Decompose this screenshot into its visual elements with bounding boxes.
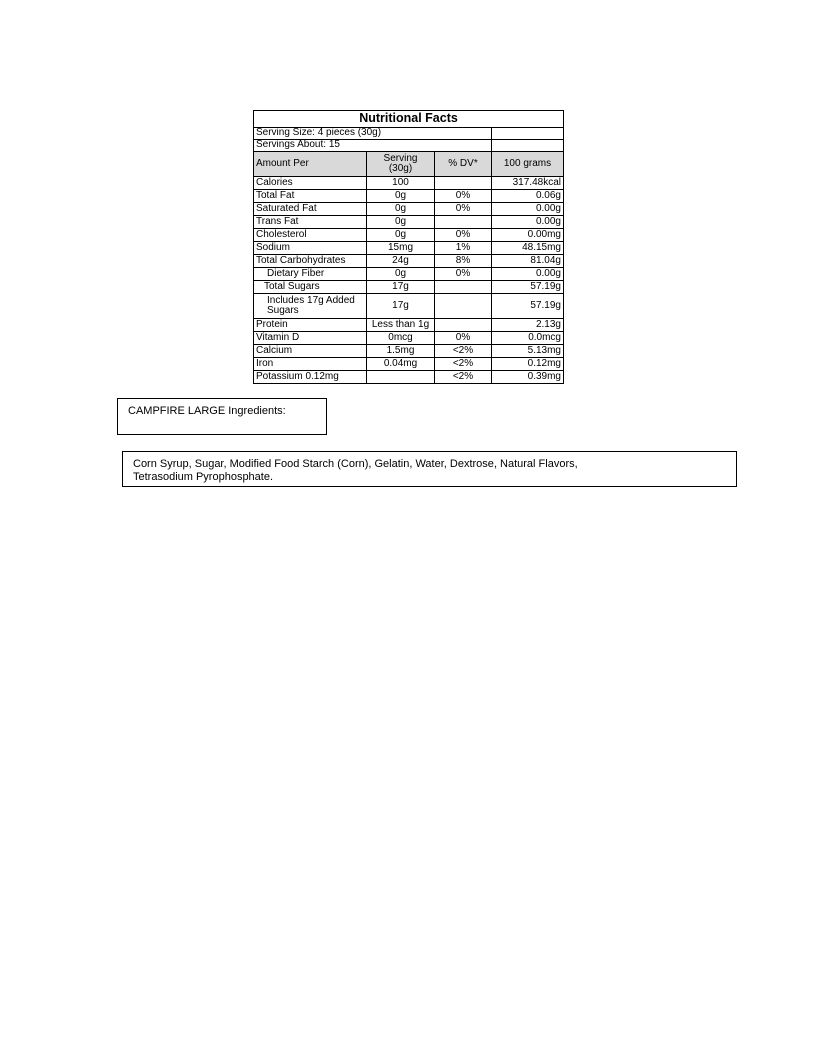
table-row: Saturated Fat 0g 0% 0.00g	[254, 203, 564, 216]
table-row: Sodium 15mg 1% 48.15mg	[254, 242, 564, 255]
header-dv: % DV*	[435, 152, 492, 177]
ingredients-label-box	[117, 398, 327, 435]
table-row: Total Carbohydrates 24g 8% 81.04g	[254, 255, 564, 268]
table-header-row	[254, 152, 564, 177]
ingredients-line-2: Tetrasodium Pyrophosphate.	[133, 471, 274, 483]
header-serving: Serving (30g)	[367, 152, 435, 177]
table-row: Calcium 1.5mg <2% 5.13mg	[254, 345, 564, 358]
table-row: Iron 0.04mg <2% 0.12mg	[254, 358, 564, 371]
serving-size: Serving Size: 4 pieces (30g)	[254, 128, 492, 140]
ingredients-label: CAMPFIRE LARGE Ingredients:	[128, 405, 286, 417]
table-row: Includes 17g Added Sugars 17g 57.19g	[254, 294, 564, 319]
ingredients-line-1: Corn Syrup, Sugar, Modified Food Starch (Corn), Gelatin, Water, Dextrose, Natural Flavors,	[133, 458, 578, 470]
table-row: Trans Fat 0g 0.00g	[254, 216, 564, 229]
servings-about: Servings About: 15	[254, 140, 492, 152]
table-row: Vitamin D 0mcg 0% 0.0mcg	[254, 332, 564, 345]
table-row: Cholesterol 0g 0% 0.00mg	[254, 229, 564, 242]
nutrition-facts-table	[253, 110, 564, 384]
table-row: Dietary Fiber 0g 0% 0.00g	[254, 268, 564, 281]
nutrition-title: Nutritional Facts	[254, 111, 564, 128]
table-row: Total Sugars 17g 57.19g	[254, 281, 564, 294]
table-row: Protein Less than 1g 2.13g	[254, 319, 564, 332]
table-row: Potassium 0.12mg <2% 0.39mg	[254, 371, 564, 384]
header-amount-per: Amount Per	[254, 152, 367, 177]
header-100-grams: 100 grams	[492, 152, 564, 177]
table-row: Calories 100 317.48kcal	[254, 177, 564, 190]
table-row: Total Fat 0g 0% 0.06g	[254, 190, 564, 203]
ingredients-text-box	[122, 451, 737, 487]
